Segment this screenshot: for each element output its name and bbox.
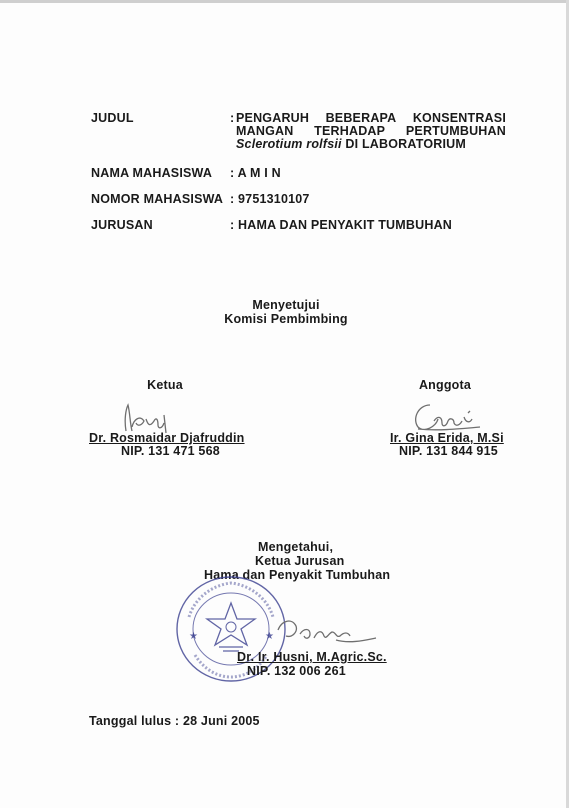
ketua-nip: NIP. 131 471 568 <box>121 444 220 458</box>
title-line-3 <box>236 137 466 151</box>
anggota-role: Anggota <box>418 378 472 392</box>
ketua-jurusan-signature-image <box>270 610 380 650</box>
svg-text:★: ★ <box>265 631 274 642</box>
ketua-jurusan-nip: NIP. 132 006 261 <box>247 664 346 678</box>
ack-line-2: Ketua Jurusan <box>255 554 345 568</box>
ketua-jurusan-name: Dr. Ir. Husni, M.Agric.Sc. <box>237 650 387 664</box>
colon-judul: : <box>230 111 235 125</box>
label-nama: NAMA MAHASISWA <box>91 166 213 180</box>
approval-line-2: Komisi Pembimbing <box>224 312 348 326</box>
ack-line-1: Mengetahui, <box>258 540 334 554</box>
title-word: KONSENTRASI <box>412 111 506 125</box>
title-line-2 <box>236 124 506 138</box>
graduation-date: Tanggal lulus : 28 Juni 2005 <box>89 714 260 728</box>
ack-line-3: Hama dan Penyakit Tumbuhan <box>204 568 391 582</box>
approval-line-1: Menyetujui <box>252 298 320 312</box>
title-word: BEBERAPA <box>325 111 397 125</box>
ketua-name: Dr. Rosmaidar Djafruddin <box>89 431 245 445</box>
value-nomor: : 9751310107 <box>230 192 310 206</box>
title-line-1 <box>236 111 506 125</box>
title-word: MANGAN <box>236 124 294 138</box>
label-nomor: NOMOR MAHASISWA <box>91 192 224 206</box>
label-jurusan: JURUSAN <box>91 218 153 232</box>
title-word: PENGARUH <box>236 111 310 125</box>
title-word: TERHADAP <box>314 124 386 138</box>
svg-text:★: ★ <box>189 631 198 642</box>
anggota-name: Ir. Gina Erida, M.Si <box>390 431 504 445</box>
label-judul: JUDUL <box>91 111 134 125</box>
value-nama: : A M I N <box>230 166 281 180</box>
anggota-nip: NIP. 131 844 915 <box>399 444 498 458</box>
value-jurusan: : HAMA DAN PENYAKIT TUMBUHAN <box>230 218 453 232</box>
ketua-role: Ketua <box>147 378 183 392</box>
title-line-3-rest: DI LABORATORIUM <box>341 137 466 151</box>
scan-edge-top <box>0 0 569 3</box>
anggota-signature-image <box>408 393 488 435</box>
title-species: Sclerotium rolfsii <box>236 137 342 151</box>
title-word: PERTUMBUHAN <box>405 124 506 138</box>
